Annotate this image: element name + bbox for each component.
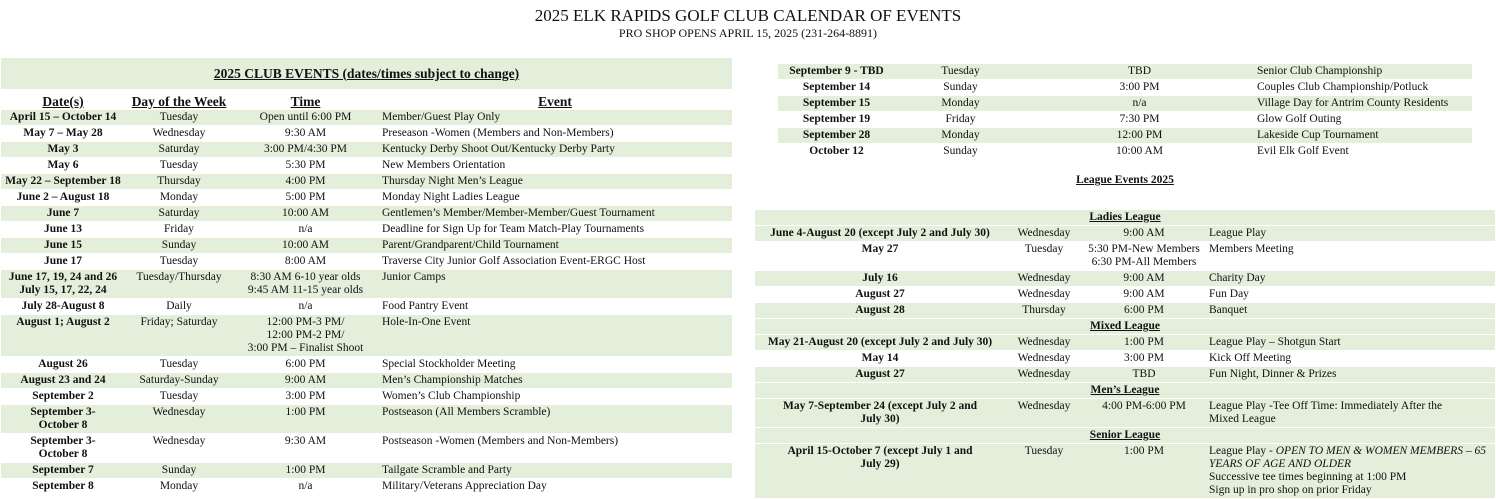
date-cell: May 21-August 20 (except July 2 and July 30) xyxy=(755,335,1005,351)
time-cell: 6:00 PM xyxy=(1083,303,1205,319)
league-events-title: League Events 2025 xyxy=(1076,174,1174,186)
table-row xyxy=(1,110,732,126)
table-row xyxy=(755,287,1495,303)
time-cell: 6:00 PM xyxy=(233,357,378,373)
event-cell: Special Stockholder Meeting xyxy=(378,357,732,373)
time-cell: TBD xyxy=(1083,367,1205,383)
time-cell: 9:00 AM xyxy=(233,373,378,389)
event-cell: Kentucky Derby Shoot Out/Kentucky Derby Party xyxy=(378,142,732,158)
date-cell: September 8 xyxy=(1,479,125,495)
day-cell: Sunday xyxy=(895,144,1026,160)
event-cell: Evil Elk Golf Event xyxy=(1253,144,1472,160)
day-cell: Wednesday xyxy=(1005,399,1083,428)
table-row xyxy=(1,190,732,206)
table-row xyxy=(1,206,732,222)
event-cell: Deadline for Sign Up for Team Match-Play Tournaments xyxy=(378,222,732,238)
page-subtitle: PRO SHOP OPENS APRIL 15, 2025 (231-264-8891) xyxy=(618,26,878,40)
date-cell: September 3- October 8 xyxy=(1,405,125,434)
time-cell: 10:00 AM xyxy=(1026,144,1253,160)
event-cell: Banquet xyxy=(1205,303,1495,319)
day-cell: Tuesday xyxy=(895,64,1026,80)
time-cell: n/a xyxy=(1026,96,1253,112)
table-row xyxy=(755,335,1495,351)
league-events-table xyxy=(755,209,1495,498)
day-cell: Tuesday/Thursday xyxy=(125,270,233,299)
table-row xyxy=(1,479,732,495)
column-header-time: Time xyxy=(290,94,321,109)
day-cell: Wednesday xyxy=(125,405,233,434)
time-cell: 8:00 AM xyxy=(233,254,378,270)
event-cell: Gentlemen’s Member/Member-Member/Guest Tournament xyxy=(378,206,732,222)
league-section-title: Mixed League xyxy=(755,319,1495,335)
event-cell: Lakeside Cup Tournament xyxy=(1253,128,1472,144)
table-row xyxy=(755,303,1495,319)
date-cell: May 6 xyxy=(1,158,125,174)
day-cell: Monday xyxy=(895,96,1026,112)
event-cell: Members Meeting xyxy=(1205,242,1495,271)
time-cell: 12:00 PM-3 PM/ 12:00 PM-2 PM/ 3:00 PM – Finalist Shoot xyxy=(233,315,378,357)
time-cell: n/a xyxy=(233,299,378,315)
date-cell: September 2 xyxy=(1,389,125,405)
table-row xyxy=(755,444,1495,499)
event-cell: Monday Night Ladies League xyxy=(378,190,732,206)
league-section-row xyxy=(755,383,1495,399)
table-row xyxy=(1,389,732,405)
event-cell: League Play -Tee Off Time: Immediately After the Mixed League xyxy=(1205,399,1495,428)
event-cell: League Play – Shotgun Start xyxy=(1205,335,1495,351)
event-cell: Traverse City Junior Golf Association Event-ERGC Host xyxy=(378,254,732,270)
time-cell: 9:00 AM xyxy=(1083,226,1205,242)
event-cell: Postseason -Women (Members and Non-Members) xyxy=(378,434,732,463)
day-cell: Tuesday xyxy=(125,357,233,373)
day-cell: Tuesday xyxy=(125,254,233,270)
table-row xyxy=(1,174,732,190)
time-cell: 10:00 AM xyxy=(233,206,378,222)
date-cell: April 15-October 7 (except July 1 and July 29) xyxy=(755,444,1005,499)
date-cell: June 2 – August 18 xyxy=(1,190,125,206)
column-header-dates: Date(s) xyxy=(42,94,84,109)
table-row xyxy=(1,254,732,270)
day-cell: Sunday xyxy=(895,80,1026,96)
event-cell: Postseason (All Members Scramble) xyxy=(378,405,732,434)
day-cell: Saturday-Sunday xyxy=(125,373,233,389)
time-cell: 4:00 PM-6:00 PM xyxy=(1083,399,1205,428)
event-cell: Member/Guest Play Only xyxy=(378,110,732,126)
league-section-title: Men’s League xyxy=(755,383,1495,399)
table-row xyxy=(1,158,732,174)
date-cell: May 3 xyxy=(1,142,125,158)
time-cell: 8:30 AM 6-10 year olds 9:45 AM 11-15 year olds xyxy=(233,270,378,299)
day-cell: Wednesday xyxy=(1005,367,1083,383)
time-cell: 12:00 PM xyxy=(1026,128,1253,144)
events-banner: 2025 CLUB EVENTS (dates/times subject to change) xyxy=(213,65,520,81)
table-row xyxy=(1,126,732,142)
event-cell: Glow Golf Outing xyxy=(1253,112,1472,128)
table-row xyxy=(755,271,1495,287)
day-cell: Wednesday xyxy=(1005,226,1083,242)
event-cell: Kick Off Meeting xyxy=(1205,351,1495,367)
day-cell: Tuesday xyxy=(125,110,233,126)
event-cell: Fun Night, Dinner & Prizes xyxy=(1205,367,1495,383)
league-section-title: Ladies League xyxy=(755,210,1495,226)
date-cell: June 7 xyxy=(1,206,125,222)
event-cell: Preseason -Women (Members and Non-Members) xyxy=(378,126,732,142)
date-cell: June 4-August 20 (except July 2 and July 30) xyxy=(755,226,1005,242)
table-row xyxy=(778,96,1472,112)
time-cell: 1:00 PM xyxy=(1083,335,1205,351)
date-cell: May 7-September 24 (except July 2 and July 30) xyxy=(755,399,1005,428)
time-cell: 4:00 PM xyxy=(233,174,378,190)
table-row xyxy=(778,80,1472,96)
date-cell: June 13 xyxy=(1,222,125,238)
time-cell: 5:30 PM xyxy=(233,158,378,174)
table-row xyxy=(755,399,1495,428)
event-cell: Military/Veterans Appreciation Day xyxy=(378,479,732,495)
time-cell: 5:30 PM-New Members 6:30 PM-All Members xyxy=(1083,242,1205,271)
event-cell: League Play - OPEN TO MEN & WOMEN MEMBERS – 65 YEARS OF AGE AND OLDER Successive tee times beginning at 1:00 PM Sign up in pro shop on prior Friday xyxy=(1205,444,1495,499)
table-row xyxy=(1,315,732,357)
table-row xyxy=(1,434,732,463)
date-cell: August 1; August 2 xyxy=(1,315,125,357)
table-row xyxy=(1,299,732,315)
time-cell: 1:00 PM xyxy=(233,405,378,434)
day-cell: Thursday xyxy=(125,174,233,190)
event-cell: Village Day for Antrim County Residents xyxy=(1253,96,1472,112)
event-cell: Women’s Club Championship xyxy=(378,389,732,405)
day-cell: Sunday xyxy=(125,463,233,479)
table-row xyxy=(1,142,732,158)
date-cell: August 27 xyxy=(755,367,1005,383)
date-cell: August 27 xyxy=(755,287,1005,303)
day-cell: Tuesday xyxy=(1005,242,1083,271)
day-cell: Daily xyxy=(125,299,233,315)
event-cell: Thursday Night Men’s League xyxy=(378,174,732,190)
table-row xyxy=(1,238,732,254)
day-cell: Tuesday xyxy=(1005,444,1083,499)
table-row xyxy=(778,64,1472,80)
day-cell: Friday xyxy=(125,222,233,238)
time-cell: 3:00 PM xyxy=(233,389,378,405)
time-cell: n/a xyxy=(233,479,378,495)
date-cell: April 15 – October 14 xyxy=(1,110,125,126)
time-cell: 3:00 PM xyxy=(1026,80,1253,96)
day-cell: Saturday xyxy=(125,142,233,158)
page-title: 2025 ELK RAPIDS GOLF CLUB CALENDAR OF EVENTS xyxy=(534,6,962,25)
date-cell: August 23 and 24 xyxy=(1,373,125,389)
table-row xyxy=(1,373,732,389)
event-cell: Junior Camps xyxy=(378,270,732,299)
time-cell: 1:00 PM xyxy=(1083,444,1205,499)
day-cell: Sunday xyxy=(125,238,233,254)
date-cell: September 15 xyxy=(778,96,895,112)
date-cell: May 7 – May 28 xyxy=(1,126,125,142)
date-cell: June 15 xyxy=(1,238,125,254)
league-section-row xyxy=(755,210,1495,226)
league-section-row xyxy=(755,319,1495,335)
day-cell: Friday; Saturday xyxy=(125,315,233,357)
date-cell: October 12 xyxy=(778,144,895,160)
table-row xyxy=(778,128,1472,144)
event-cell: New Members Orientation xyxy=(378,158,732,174)
table-row xyxy=(778,112,1472,128)
event-cell: Fun Day xyxy=(1205,287,1495,303)
time-cell: 1:00 PM xyxy=(233,463,378,479)
event-cell: Hole-In-One Event xyxy=(378,315,732,357)
time-cell: Open until 6:00 PM xyxy=(233,110,378,126)
day-cell: Wednesday xyxy=(1005,335,1083,351)
date-cell: May 22 – September 18 xyxy=(1,174,125,190)
date-cell: September 19 xyxy=(778,112,895,128)
date-cell: September 14 xyxy=(778,80,895,96)
table-row xyxy=(755,226,1495,242)
date-cell: September 28 xyxy=(778,128,895,144)
table-row xyxy=(778,144,1472,160)
time-cell: 9:00 AM xyxy=(1083,287,1205,303)
column-header-day: Day of the Week xyxy=(131,94,227,109)
day-cell: Monday xyxy=(125,479,233,495)
table-row xyxy=(1,222,732,238)
table-row xyxy=(1,357,732,373)
date-cell: July 16 xyxy=(755,271,1005,287)
day-cell: Wednesday xyxy=(125,434,233,463)
table-row xyxy=(1,270,732,299)
day-cell: Tuesday xyxy=(125,158,233,174)
column-header-row xyxy=(1,89,732,110)
date-cell: September 9 - TBD xyxy=(778,64,895,80)
time-cell: 7:30 PM xyxy=(1026,112,1253,128)
date-cell: May 14 xyxy=(755,351,1005,367)
date-cell: August 28 xyxy=(755,303,1005,319)
day-cell: Tuesday xyxy=(125,389,233,405)
event-cell: League Play xyxy=(1205,226,1495,242)
date-cell: August 26 xyxy=(1,357,125,373)
event-italic-note: OPEN TO MEN & WOMEN MEMBERS – 65 YEARS OF AGE AND OLDER xyxy=(1209,445,1487,470)
event-cell: Parent/Grandparent/Child Tournament xyxy=(378,238,732,254)
event-cell: Men’s Championship Matches xyxy=(378,373,732,389)
day-cell: Wednesday xyxy=(1005,271,1083,287)
time-cell: 10:00 AM xyxy=(233,238,378,254)
table-row xyxy=(755,367,1495,383)
time-cell: 9:30 AM xyxy=(233,434,378,463)
table-row xyxy=(1,463,732,479)
date-cell: May 27 xyxy=(755,242,1005,271)
day-cell: Wednesday xyxy=(125,126,233,142)
event-cell: Food Pantry Event xyxy=(378,299,732,315)
event-cell: Charity Day xyxy=(1205,271,1495,287)
table-row xyxy=(755,351,1495,367)
event-cell: Couples Club Championship/Potluck xyxy=(1253,80,1472,96)
date-cell: June 17, 19, 24 and 26 July 15, 17, 22, 24 xyxy=(1,270,125,299)
events-banner-row xyxy=(1,58,732,89)
club-events-continued-table xyxy=(778,63,1472,159)
date-cell: July 28-August 8 xyxy=(1,299,125,315)
time-cell: 5:00 PM xyxy=(233,190,378,206)
day-cell: Wednesday xyxy=(1005,287,1083,303)
day-cell: Saturday xyxy=(125,206,233,222)
day-cell: Wednesday xyxy=(1005,351,1083,367)
time-cell: 9:30 AM xyxy=(233,126,378,142)
day-cell: Friday xyxy=(895,112,1026,128)
time-cell: 9:00 AM xyxy=(1083,271,1205,287)
club-events-table xyxy=(1,58,732,494)
day-cell: Monday xyxy=(895,128,1026,144)
event-cell: Tailgate Scramble and Party xyxy=(378,463,732,479)
date-cell: September 7 xyxy=(1,463,125,479)
league-section-row xyxy=(755,428,1495,444)
time-cell: 3:00 PM xyxy=(1083,351,1205,367)
table-row xyxy=(755,242,1495,271)
league-section-title: Senior League xyxy=(755,428,1495,444)
date-cell: June 17 xyxy=(1,254,125,270)
date-cell: September 3- October 8 xyxy=(1,434,125,463)
day-cell: Thursday xyxy=(1005,303,1083,319)
day-cell: Monday xyxy=(125,190,233,206)
time-cell: TBD xyxy=(1026,64,1253,80)
column-header-event: Event xyxy=(538,94,572,109)
event-cell: Senior Club Championship xyxy=(1253,64,1472,80)
time-cell: n/a xyxy=(233,222,378,238)
table-row xyxy=(1,405,732,434)
time-cell: 3:00 PM/4:30 PM xyxy=(233,142,378,158)
